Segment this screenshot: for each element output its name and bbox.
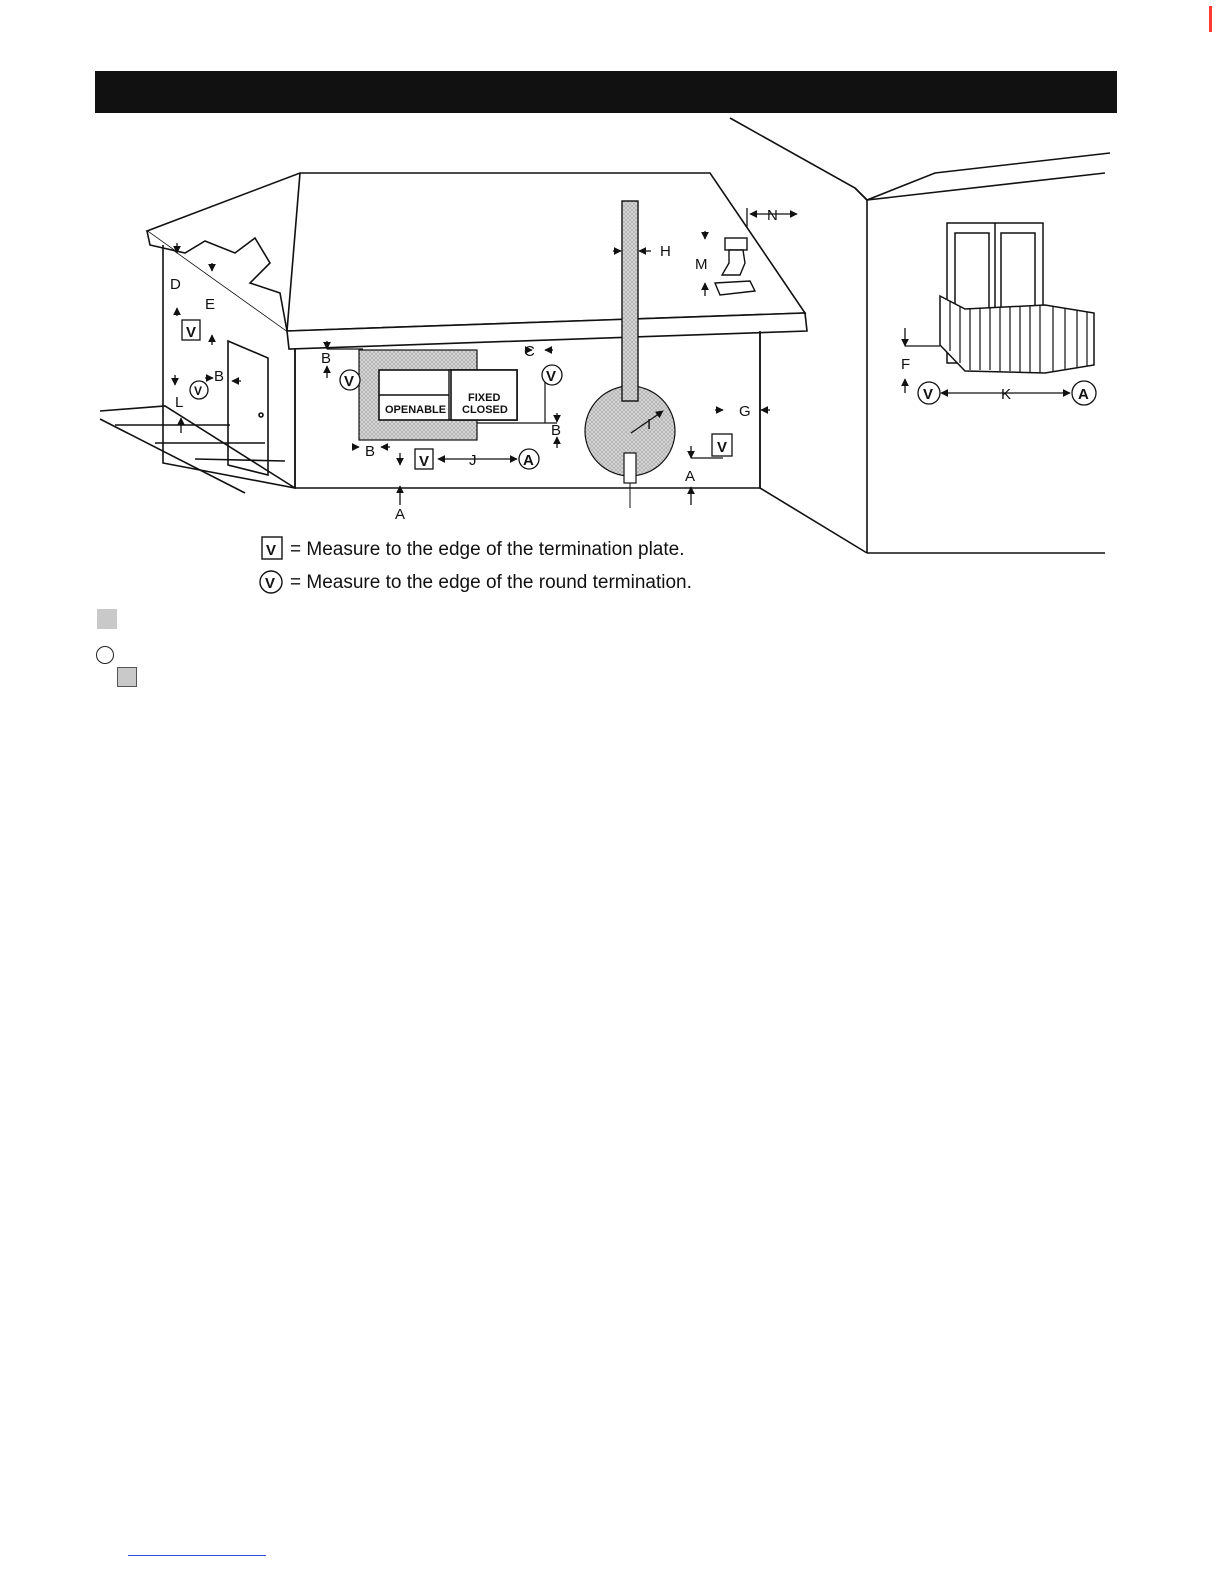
window-fixed-label: FIXED — [468, 392, 501, 404]
label-e: E — [205, 296, 216, 313]
svg-text:V: V — [265, 575, 276, 592]
svg-text:V: V — [546, 368, 557, 385]
svg-text:V: V — [923, 386, 934, 403]
balcony — [940, 223, 1094, 373]
label-a: A — [395, 506, 406, 523]
vent-pipe — [622, 201, 638, 401]
svg-text:V: V — [194, 384, 203, 398]
label-l: L — [175, 394, 184, 411]
vent-termination-diagram — [95, 113, 1117, 613]
svg-text:V: V — [419, 453, 430, 470]
label-a: A — [685, 468, 696, 485]
svg-text:V: V — [266, 542, 277, 559]
svg-text:V: V — [186, 324, 197, 341]
label-i: I — [647, 416, 652, 433]
label-b: B — [365, 443, 376, 460]
vent-terminal — [624, 453, 636, 483]
label-b: B — [321, 350, 332, 367]
label-b: B — [551, 422, 562, 439]
top-edge-mark — [1209, 6, 1212, 32]
label-k: K — [1001, 386, 1012, 403]
legend-plate-text: = Measure to the edge of the termination plate. — [290, 539, 685, 560]
label-h: H — [660, 243, 671, 260]
label-d: D — [170, 276, 181, 293]
label-c: C — [524, 343, 535, 360]
label-f: F — [901, 356, 911, 373]
svg-text:V: V — [344, 373, 355, 390]
label-j: J — [469, 452, 477, 469]
label-n: N — [767, 207, 778, 224]
window-openable-label: OPENABLE — [385, 404, 447, 416]
svg-text:A: A — [523, 452, 534, 469]
label-b: B — [214, 368, 225, 385]
section-header-bar — [95, 71, 1117, 113]
legend-round-text: = Measure to the edge of the round termination. — [290, 572, 692, 593]
label-m: M — [695, 256, 708, 273]
back-roof-line — [730, 118, 1110, 200]
svg-text:V: V — [717, 439, 728, 456]
shaded-area-key — [97, 609, 117, 629]
round-key-symbol — [96, 646, 114, 664]
label-g: G — [739, 403, 751, 420]
window-closed-label: CLOSED — [462, 404, 508, 416]
plate-key-symbol — [117, 667, 137, 687]
footer-link-rule — [128, 1555, 266, 1556]
svg-text:A: A — [1078, 386, 1089, 403]
